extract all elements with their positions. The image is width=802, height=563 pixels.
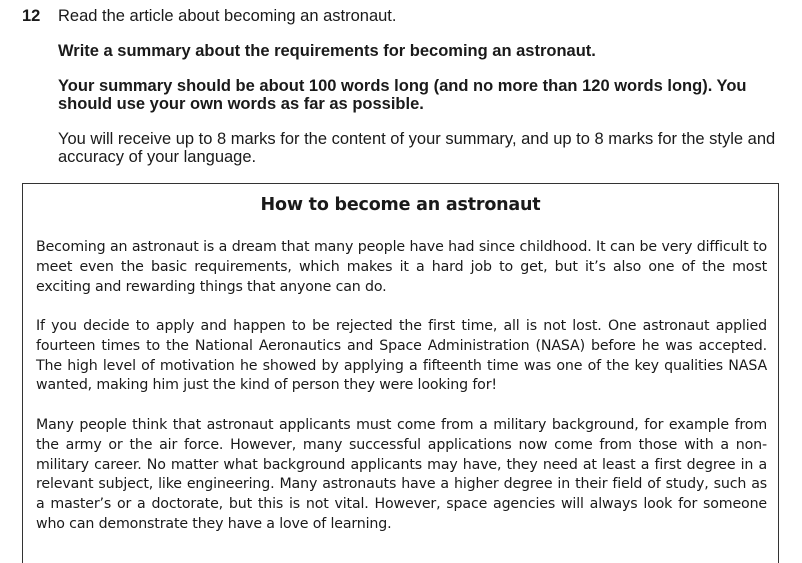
word-limit-instruction: Your summary should be about 100 words long (and no more than 120 words long). You should use your own words as far as possible. [58,77,747,113]
question-intro: Read the article about becoming an astronaut. [58,7,397,25]
article-title: How to become an astronaut [260,195,541,215]
article-paragraph: If you decide to apply and happen to be rejected the first time, all is not lost. One astronaut applied fourteen times to the National Aeronautics and Space Administration (NASA) before he was accepted. The high level of motivation he showed by applying a fifteenth time was one of the key qualities NASA wanted, making him just the kind of person they were looking for! [36,318,767,394]
question-number: 12 [22,7,41,25]
article-paragraph: Becoming an astronaut is a dream that many people have had since childhood. It can be very difficult to meet even the basic requirements, which makes it a hard job to get, but it’s also one of the most exciting and rewarding things that anyone can do. [36,239,767,295]
marks-information: You will receive up to 8 marks for the content of your summary, and up to 8 marks for the style and accuracy of your language. [58,130,776,166]
article-box [22,183,779,563]
question-task: Write a summary about the requirements for becoming an astronaut. [58,42,596,60]
article-paragraph: Many people think that astronaut applicants must come from a military background, for example from the army or the air force. However, many successful applications now come from those with a non-military career. No matter what background applicants may have, they need at least a first degree in a relevant subject, like engineering. Many astronauts have a higher degree in their field of study, such as a master’s or a doctorate, but this is not vital. However, space agencies will always look for someone who can demonstrate they have a love of learning. [36,417,767,532]
